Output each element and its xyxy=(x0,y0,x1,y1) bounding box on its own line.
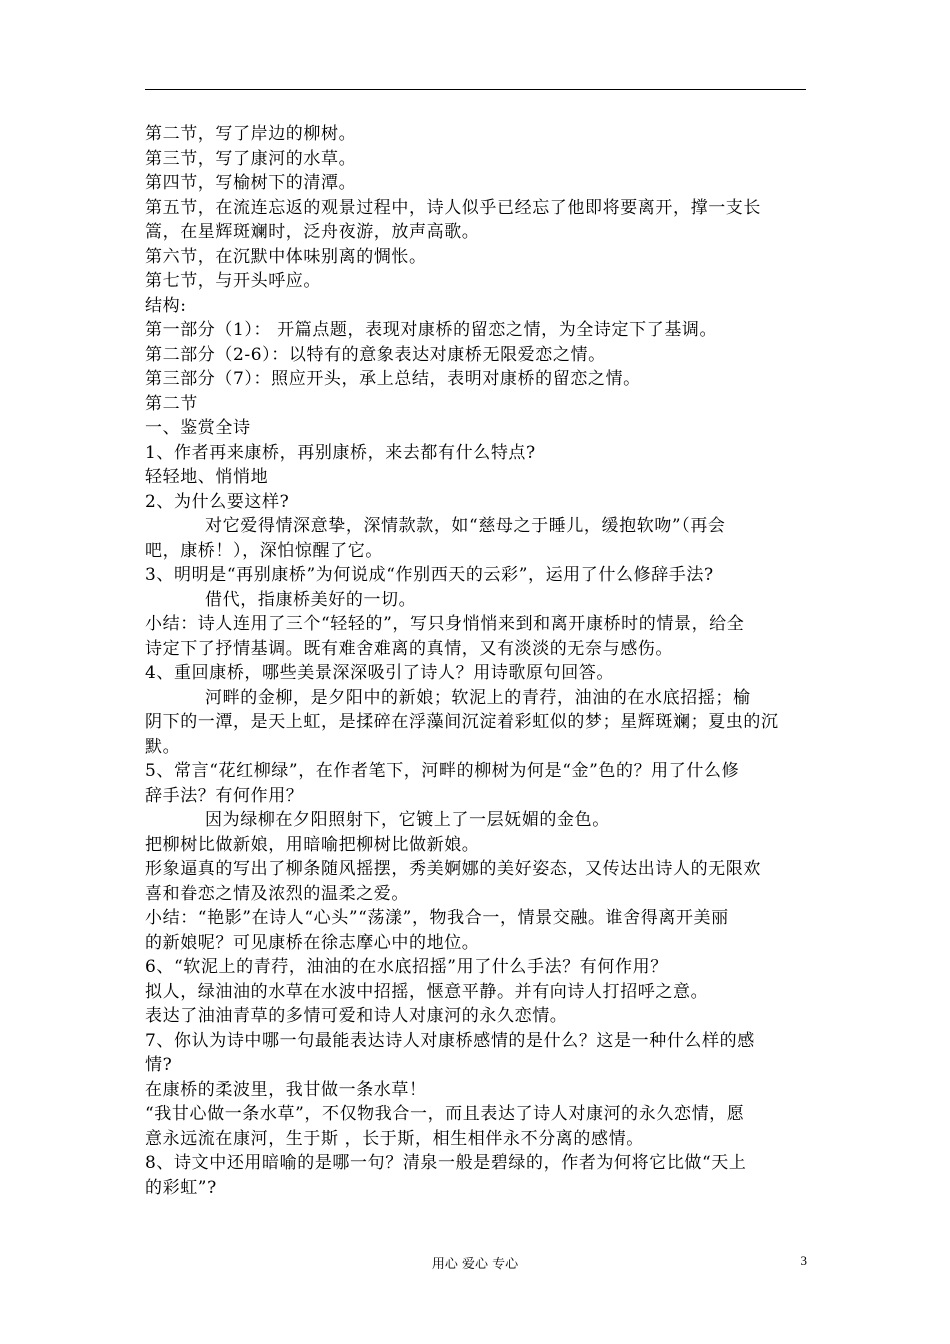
footer-motto: 用心 爱心 专心 xyxy=(431,1257,519,1272)
question-line: 6、“软泥上的青荇，油油的在水底招摇”用了什么手法？有何作用？ xyxy=(145,957,668,977)
text-line: 结构: xyxy=(145,295,187,316)
question-line: 5、常言“花红柳绿”，在作者笔下，河畔的柳树为何是“金”色的？用了什么修 xyxy=(145,761,740,781)
section-heading: 第二节 xyxy=(145,393,198,414)
summary-line: 的新娘呢？可见康桥在徐志摩心中的地位。 xyxy=(145,932,480,953)
question-line: 2、为什么要这样? xyxy=(145,491,290,512)
summary-line: 小结：诗人连用了三个“轻轻的”，写只身悄悄来到和离开康桥时的情景，给全 xyxy=(145,614,745,634)
answer-line: 在康桥的柔波里，我甘做一条水草！ xyxy=(145,1079,427,1100)
answer-line: 拟人，绿油油的水草在水波中招摇，惬意平静。并有向诗人打招呼之意。 xyxy=(145,981,709,1002)
text-line: 第三部分（7）：照应开头，承上总结，表明对康桥的留恋之情。 xyxy=(145,369,641,389)
summary-line: 诗定下了抒情基调。既有难舍难离的真情，又有淡淡的无奈与感伤。 xyxy=(145,638,673,659)
text-line: 第二节，写了岸边的柳树。 xyxy=(145,124,357,144)
page-number: 3 xyxy=(800,1253,807,1268)
answer-line: 意永远流在康河，生于斯 ，长于斯，相生相伴永不分离的感情。 xyxy=(145,1128,644,1149)
answer-line: 喜和眷恋之情及浓烈的温柔之爱。 xyxy=(145,883,409,904)
answer-line: 表达了油油青草的多情可爱和诗人对康河的永久恋情。 xyxy=(145,1006,568,1026)
answer-line: 吧，康桥！），深怕惊醒了它。 xyxy=(145,540,383,561)
question-line: 4、重回康桥，哪些美景深深吸引了诗人？用诗歌原句回答。 xyxy=(145,663,615,683)
question-line: 3、明明是“再别康桥”为何说成“作别西天的云彩”，运用了什么修辞手法? xyxy=(145,565,714,585)
answer-line: 把柳树比做新娘，用暗喻把柳树比做新娘。 xyxy=(145,834,480,855)
text-line: 第二部分（2-6）：以特有的意象表达对康桥无限爱恋之情。 xyxy=(145,344,606,365)
answer-line: 形象逼真的写出了柳条随风摇摆，秀美婀娜的美好姿态，又传达出诗人的无限欢 xyxy=(145,859,761,879)
header-rule xyxy=(145,89,806,90)
document-body xyxy=(145,122,810,1200)
text-line: 第七节，与开头呼应。 xyxy=(145,271,321,291)
question-line: 1、作者再来康桥，再别康桥，来去都有什么特点? xyxy=(145,442,536,463)
text-line: 第六节，在沉默中体味别离的惆怅。 xyxy=(145,246,427,267)
answer-line: 阴下的一潭，是天上虹，是揉碎在浮藻间沉淀着彩虹似的梦；星辉斑斓；夏虫的沉 xyxy=(145,712,779,732)
summary-line: 小结：“艳影”在诗人“心头”“荡漾”，物我合一，情景交融。谁舍得离开美丽 xyxy=(145,908,729,928)
question-line: 的彩虹”? xyxy=(145,1177,217,1198)
question-line: 8、诗文中还用暗喻的是哪一句？清泉一般是碧绿的，作者为何将它比做“天上 xyxy=(145,1153,747,1173)
text-line: 第五节，在流连忘返的观景过程中，诗人似乎已经忘了他即将要离开，撑一支长 xyxy=(145,197,761,218)
question-line: 情? xyxy=(145,1055,173,1075)
text-line: 第四节，写榆树下的清潭。 xyxy=(145,173,357,193)
answer-line: 因为绿柳在夕阳照射下，它镀上了一层妩媚的金色。 xyxy=(145,810,610,830)
answer-line: 借代，指康桥美好的一切。 xyxy=(145,589,417,610)
answer-line: 河畔的金柳，是夕阳中的新娘；软泥上的青荇，油油的在水底招摇；榆 xyxy=(145,687,751,708)
question-line: 辞手法？有何作用？ xyxy=(145,785,304,806)
section-heading: 一、鉴赏全诗 xyxy=(145,418,251,438)
answer-line: “我甘心做一条水草”，不仅物我合一，而且表达了诗人对康河的永久恋情，愿 xyxy=(145,1104,745,1124)
text-line: 第三节，写了康河的水草。 xyxy=(145,148,357,169)
answer-line: 轻轻地、悄悄地 xyxy=(145,467,269,487)
text-line: 第一部分（1）： 开篇点题，表现对康桥的留恋之情，为全诗定下了基调。 xyxy=(145,320,718,340)
text-line: 篙，在星辉斑斓时，泛舟夜游，放声高歌。 xyxy=(145,222,480,242)
answer-line: 对它爱得情深意挚，深情款款，如“慈母之于睡儿，缓抱软吻”（再会 xyxy=(145,516,726,536)
question-line: 7、你认为诗中哪一句最能表达诗人对康桥感情的是什么？这是一种什么样的感 xyxy=(145,1030,755,1051)
answer-line: 默。 xyxy=(145,736,181,757)
